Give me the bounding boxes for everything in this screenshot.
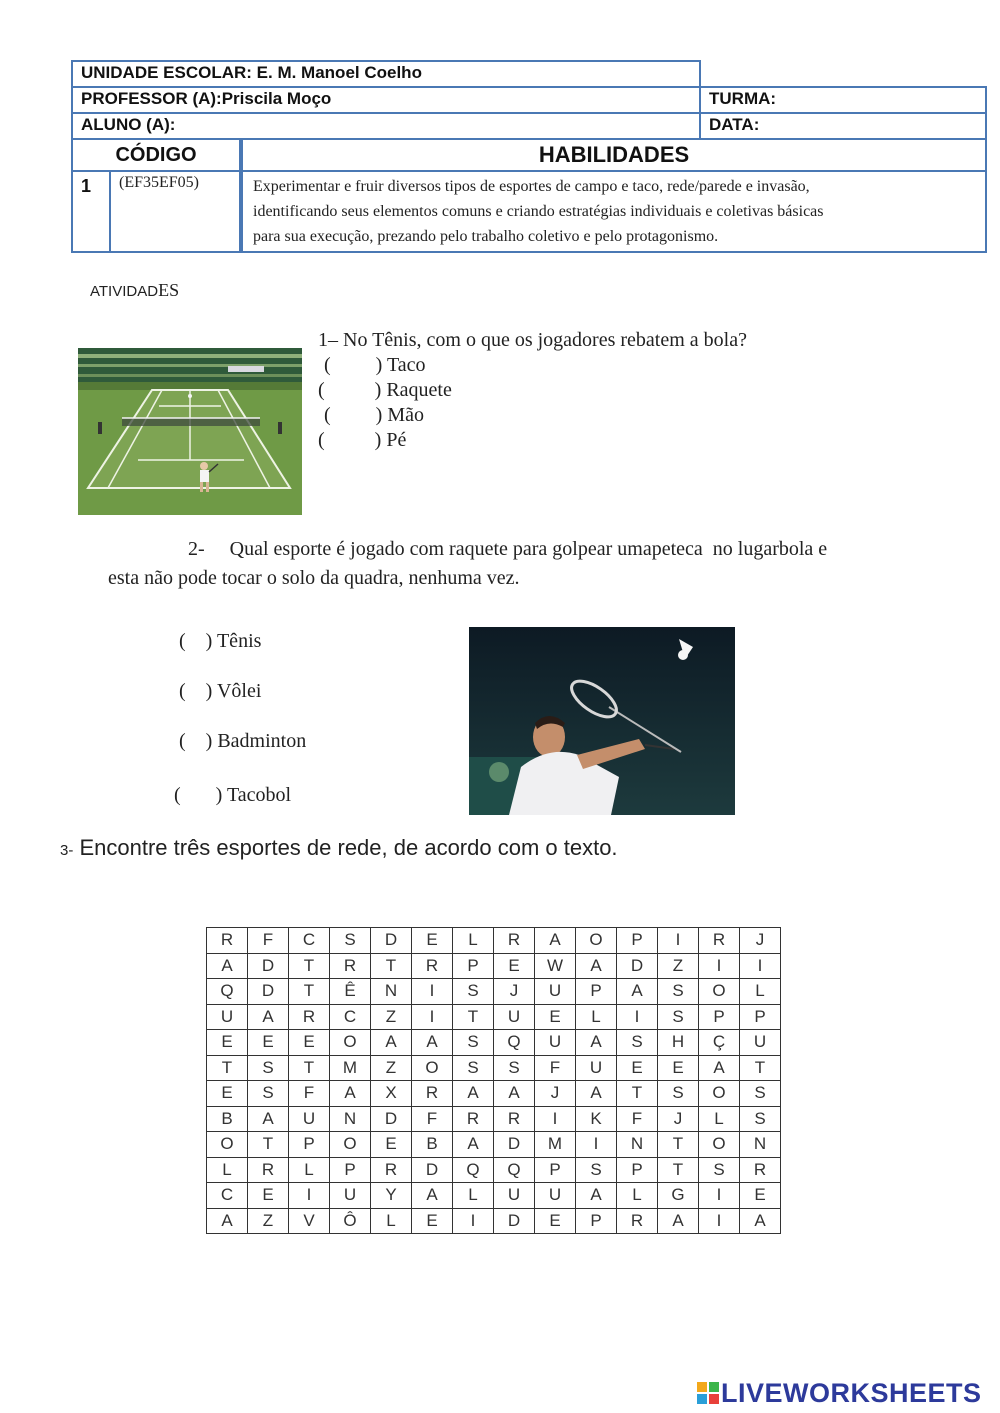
word-search-cell[interactable]: O bbox=[330, 1132, 371, 1158]
word-search-cell[interactable]: I bbox=[576, 1132, 617, 1158]
word-search-cell[interactable]: S bbox=[740, 1081, 781, 1107]
word-search-cell[interactable]: Ê bbox=[330, 979, 371, 1005]
word-search-cell[interactable]: Z bbox=[371, 1055, 412, 1081]
word-search-cell[interactable]: F bbox=[412, 1106, 453, 1132]
word-search-cell[interactable]: O bbox=[330, 1030, 371, 1056]
word-search-cell[interactable]: R bbox=[617, 1208, 658, 1234]
word-search-cell[interactable]: A bbox=[576, 1030, 617, 1056]
word-search-cell[interactable]: A bbox=[207, 953, 248, 979]
word-search-row bbox=[207, 1157, 781, 1183]
word-search-cell[interactable]: F bbox=[535, 1055, 576, 1081]
word-search-cell[interactable]: C bbox=[330, 1004, 371, 1030]
word-search-cell[interactable]: S bbox=[740, 1106, 781, 1132]
q2-option-badminton[interactable]: ( ) Badminton bbox=[179, 730, 307, 752]
word-search-cell[interactable]: I bbox=[453, 1208, 494, 1234]
word-search-cell[interactable]: A bbox=[658, 1208, 699, 1234]
word-search-cell[interactable]: X bbox=[371, 1081, 412, 1107]
word-search-cell[interactable]: P bbox=[535, 1157, 576, 1183]
q1-option-pe[interactable]: ( ) Pé bbox=[318, 429, 407, 451]
class-field[interactable]: TURMA: bbox=[700, 87, 986, 113]
word-search-cell[interactable]: R bbox=[289, 1004, 330, 1030]
word-search-cell[interactable]: U bbox=[494, 1004, 535, 1030]
word-search-cell[interactable]: T bbox=[248, 1132, 289, 1158]
word-search-cell[interactable]: J bbox=[740, 928, 781, 954]
q2-option-tacobol[interactable]: ( ) Tacobol bbox=[174, 784, 292, 806]
q1-option-raquete[interactable]: ( ) Raquete bbox=[318, 379, 452, 401]
word-search-cell[interactable]: P bbox=[699, 1004, 740, 1030]
word-search-cell[interactable]: A bbox=[371, 1030, 412, 1056]
word-search-cell[interactable]: A bbox=[330, 1081, 371, 1107]
activities-label: ATIVIDADES bbox=[90, 280, 180, 300]
word-search-cell[interactable]: L bbox=[617, 1183, 658, 1209]
word-search-cell[interactable]: E bbox=[412, 928, 453, 954]
word-search-cell[interactable]: S bbox=[453, 1030, 494, 1056]
word-search-cell[interactable]: D bbox=[494, 1132, 535, 1158]
word-search-cell[interactable]: N bbox=[740, 1132, 781, 1158]
teacher-field: PROFESSOR (A):Priscila Moço bbox=[72, 87, 700, 113]
word-search-cell[interactable]: F bbox=[617, 1106, 658, 1132]
skill-line: identificando seus elementos comuns e criando estratégias individuais e coletivas básicas bbox=[253, 203, 824, 220]
word-search-cell[interactable]: Z bbox=[658, 953, 699, 979]
question-2-line2: esta não pode tocar o solo da quadra, nenhuma vez. bbox=[108, 567, 520, 589]
word-search-row bbox=[207, 928, 781, 954]
word-search-cell[interactable]: Y bbox=[371, 1183, 412, 1209]
skill-code: (EF35EF05) bbox=[110, 171, 241, 252]
word-search-cell[interactable]: R bbox=[207, 928, 248, 954]
q1-option-mao[interactable]: ( ) Mão bbox=[324, 404, 424, 426]
word-search-cell[interactable]: S bbox=[248, 1055, 289, 1081]
word-search-cell[interactable]: U bbox=[330, 1183, 371, 1209]
word-search-row bbox=[207, 953, 781, 979]
word-search-cell[interactable]: A bbox=[207, 1208, 248, 1234]
skill-line: para sua execução, prezando pelo trabalho coletivo e pelo protagonismo. bbox=[253, 228, 719, 245]
word-search-cell[interactable]: I bbox=[535, 1106, 576, 1132]
word-search-cell[interactable]: R bbox=[412, 953, 453, 979]
word-search-cell[interactable]: L bbox=[289, 1157, 330, 1183]
q1-option-taco[interactable]: ( ) Taco bbox=[324, 354, 426, 376]
word-search-cell[interactable]: O bbox=[699, 979, 740, 1005]
word-search-row bbox=[207, 979, 781, 1005]
word-search-cell[interactable]: P bbox=[289, 1132, 330, 1158]
word-search-cell[interactable]: R bbox=[412, 1081, 453, 1107]
word-search-cell[interactable]: L bbox=[207, 1157, 248, 1183]
word-search-cell[interactable]: O bbox=[412, 1055, 453, 1081]
word-search-cell[interactable]: T bbox=[207, 1055, 248, 1081]
word-search-cell[interactable]: R bbox=[494, 1106, 535, 1132]
word-search-cell[interactable]: T bbox=[453, 1004, 494, 1030]
word-search-cell[interactable]: E bbox=[248, 1183, 289, 1209]
word-search-cell[interactable]: D bbox=[371, 1106, 412, 1132]
word-search-cell[interactable]: I bbox=[699, 1183, 740, 1209]
word-search-cell[interactable]: S bbox=[453, 979, 494, 1005]
question-2 bbox=[108, 535, 904, 593]
word-search-cell[interactable]: S bbox=[658, 1081, 699, 1107]
word-search-cell[interactable]: E bbox=[412, 1208, 453, 1234]
word-search-row bbox=[207, 1208, 781, 1234]
word-search-cell[interactable]: U bbox=[494, 1183, 535, 1209]
skill-line: Experimentar e fruir diversos tipos de esportes de campo e taco, rede/parede e invasão, bbox=[253, 178, 810, 195]
word-search-cell[interactable]: K bbox=[576, 1106, 617, 1132]
word-search-cell[interactable]: Ô bbox=[330, 1208, 371, 1234]
word-search-cell[interactable]: R bbox=[248, 1157, 289, 1183]
word-search-cell[interactable]: A bbox=[248, 1106, 289, 1132]
word-search-row bbox=[207, 1183, 781, 1209]
word-search-cell[interactable]: M bbox=[535, 1132, 576, 1158]
word-search-cell[interactable]: Ç bbox=[699, 1030, 740, 1056]
word-search-row bbox=[207, 1030, 781, 1056]
word-search-cell[interactable]: L bbox=[453, 928, 494, 954]
word-search-cell[interactable]: T bbox=[289, 953, 330, 979]
row-number: 1 bbox=[72, 171, 110, 252]
word-search-cell[interactable]: R bbox=[371, 1157, 412, 1183]
word-search-cell[interactable]: R bbox=[699, 928, 740, 954]
word-search-cell[interactable]: D bbox=[248, 953, 289, 979]
student-field[interactable]: ALUNO (A): bbox=[72, 113, 700, 139]
word-search-cell[interactable]: S bbox=[494, 1055, 535, 1081]
word-search-cell[interactable]: H bbox=[658, 1030, 699, 1056]
question-1-text: 1– No Tênis, com o que os jogadores rebatem a bola? bbox=[318, 329, 747, 351]
word-search-cell[interactable]: E bbox=[248, 1030, 289, 1056]
word-search-cell[interactable]: E bbox=[535, 1004, 576, 1030]
word-search-cell[interactable]: I bbox=[699, 1208, 740, 1234]
word-search-cell[interactable]: L bbox=[453, 1183, 494, 1209]
word-search-cell[interactable]: D bbox=[412, 1157, 453, 1183]
word-search-cell[interactable]: L bbox=[371, 1208, 412, 1234]
word-search-cell[interactable]: P bbox=[453, 953, 494, 979]
word-search-cell[interactable]: D bbox=[617, 953, 658, 979]
word-search-cell[interactable]: Q bbox=[494, 1157, 535, 1183]
word-search-cell[interactable]: P bbox=[617, 1157, 658, 1183]
q2-option-volei[interactable]: ( ) Vôlei bbox=[179, 680, 262, 702]
word-search-cell[interactable]: S bbox=[330, 928, 371, 954]
word-search-cell[interactable]: S bbox=[453, 1055, 494, 1081]
word-search-cell[interactable]: T bbox=[289, 1055, 330, 1081]
word-search-cell[interactable]: A bbox=[576, 1081, 617, 1107]
word-search-row bbox=[207, 1106, 781, 1132]
word-search-cell[interactable]: P bbox=[330, 1157, 371, 1183]
word-search-cell[interactable]: A bbox=[248, 1004, 289, 1030]
word-search-cell[interactable]: U bbox=[207, 1004, 248, 1030]
word-search-row bbox=[207, 1132, 781, 1158]
word-search-cell[interactable]: A bbox=[535, 928, 576, 954]
word-search-cell[interactable]: T bbox=[617, 1081, 658, 1107]
date-field[interactable]: DATA: bbox=[700, 113, 986, 139]
word-search-cell[interactable]: I bbox=[617, 1004, 658, 1030]
word-search-cell[interactable]: S bbox=[248, 1081, 289, 1107]
word-search-cell[interactable]: A bbox=[699, 1055, 740, 1081]
word-search-cell[interactable]: R bbox=[330, 953, 371, 979]
word-search-cell[interactable]: F bbox=[289, 1081, 330, 1107]
word-search-cell[interactable]: Q bbox=[453, 1157, 494, 1183]
word-search-grid bbox=[206, 927, 781, 1234]
header-table bbox=[71, 60, 987, 253]
word-search-cell[interactable]: I bbox=[658, 928, 699, 954]
word-search-cell[interactable]: O bbox=[699, 1132, 740, 1158]
question-3: 3- Encontre três esportes de rede, de acordo com o texto. bbox=[60, 835, 618, 860]
word-search-cell[interactable]: S bbox=[576, 1157, 617, 1183]
word-search-cell[interactable]: L bbox=[576, 1004, 617, 1030]
word-search-cell[interactable]: T bbox=[658, 1157, 699, 1183]
liveworksheets-logo: LIVEWORKSHEETS bbox=[697, 1378, 982, 1409]
word-search-cell[interactable]: E bbox=[658, 1055, 699, 1081]
badminton-player-image bbox=[469, 627, 735, 815]
word-search-cell[interactable]: I bbox=[740, 953, 781, 979]
word-search-row bbox=[207, 1081, 781, 1107]
word-search-cell[interactable]: J bbox=[535, 1081, 576, 1107]
q2-option-tenis[interactable]: ( ) Tênis bbox=[179, 630, 262, 652]
word-search-cell[interactable]: D bbox=[248, 979, 289, 1005]
word-search-row bbox=[207, 1004, 781, 1030]
word-search-cell[interactable]: J bbox=[658, 1106, 699, 1132]
word-search-cell[interactable]: E bbox=[207, 1081, 248, 1107]
skill-description bbox=[241, 171, 986, 252]
word-search-cell[interactable]: I bbox=[412, 1004, 453, 1030]
word-search-cell[interactable]: J bbox=[494, 979, 535, 1005]
word-search-cell[interactable]: I bbox=[412, 979, 453, 1005]
word-search-cell[interactable]: L bbox=[740, 979, 781, 1005]
word-search-cell[interactable]: Q bbox=[494, 1030, 535, 1056]
word-search-cell[interactable]: A bbox=[453, 1132, 494, 1158]
word-search-cell[interactable]: S bbox=[699, 1157, 740, 1183]
word-search-cell[interactable]: A bbox=[617, 979, 658, 1005]
word-search-cell[interactable]: E bbox=[617, 1055, 658, 1081]
word-search-cell[interactable]: A bbox=[494, 1081, 535, 1107]
word-search-cell[interactable]: E bbox=[207, 1030, 248, 1056]
word-search-cell[interactable]: A bbox=[740, 1208, 781, 1234]
word-search-cell[interactable]: O bbox=[699, 1081, 740, 1107]
word-search-cell[interactable]: L bbox=[699, 1106, 740, 1132]
word-search-cell[interactable]: P bbox=[740, 1004, 781, 1030]
word-search-cell[interactable]: P bbox=[576, 1208, 617, 1234]
word-search-cell[interactable]: A bbox=[412, 1030, 453, 1056]
word-search-cell[interactable]: I bbox=[289, 1183, 330, 1209]
word-search-cell[interactable]: U bbox=[740, 1030, 781, 1056]
word-search-cell[interactable]: A bbox=[412, 1183, 453, 1209]
word-search-cell[interactable]: A bbox=[576, 953, 617, 979]
word-search-cell[interactable]: U bbox=[535, 1030, 576, 1056]
word-search-cell[interactable]: E bbox=[740, 1183, 781, 1209]
school-field: UNIDADE ESCOLAR: E. M. Manoel Coelho bbox=[72, 61, 700, 87]
word-search-cell[interactable]: I bbox=[699, 953, 740, 979]
word-search-cell[interactable]: S bbox=[658, 1004, 699, 1030]
word-search-cell[interactable]: F bbox=[248, 928, 289, 954]
word-search-cell[interactable]: B bbox=[412, 1132, 453, 1158]
tennis-court-image bbox=[78, 348, 302, 515]
word-search-cell[interactable]: G bbox=[658, 1183, 699, 1209]
word-search-cell[interactable]: P bbox=[576, 979, 617, 1005]
word-search-cell[interactable]: N bbox=[330, 1106, 371, 1132]
word-search-cell[interactable]: T bbox=[289, 979, 330, 1005]
word-search-cell[interactable]: U bbox=[535, 1183, 576, 1209]
word-search-cell[interactable]: T bbox=[371, 953, 412, 979]
word-search-cell[interactable]: R bbox=[453, 1106, 494, 1132]
question-2-line1: 2- Qual esporte é jogado com raquete para golpear umapeteca no lugarbola e bbox=[188, 538, 828, 560]
word-search-cell[interactable]: E bbox=[371, 1132, 412, 1158]
word-search-cell[interactable]: Z bbox=[248, 1208, 289, 1234]
question-1 bbox=[318, 328, 747, 353]
word-search-cell[interactable]: V bbox=[289, 1208, 330, 1234]
word-search-cell[interactable]: A bbox=[576, 1183, 617, 1209]
word-search-cell[interactable]: Z bbox=[371, 1004, 412, 1030]
liveworksheets-mark-icon bbox=[697, 1382, 719, 1404]
word-search-cell[interactable]: U bbox=[289, 1106, 330, 1132]
word-search-cell[interactable]: E bbox=[289, 1030, 330, 1056]
skills-header: HABILIDADES bbox=[241, 139, 986, 171]
word-search-cell[interactable]: E bbox=[494, 953, 535, 979]
word-search-cell[interactable]: A bbox=[453, 1081, 494, 1107]
word-search-cell[interactable]: E bbox=[535, 1208, 576, 1234]
word-search-cell[interactable]: C bbox=[207, 1183, 248, 1209]
word-search-cell[interactable]: D bbox=[371, 928, 412, 954]
word-search-cell[interactable]: M bbox=[330, 1055, 371, 1081]
word-search-row bbox=[207, 1055, 781, 1081]
word-search-cell[interactable]: R bbox=[740, 1157, 781, 1183]
word-search-cell[interactable]: C bbox=[289, 928, 330, 954]
word-search-cell[interactable]: B bbox=[207, 1106, 248, 1132]
word-search-cell[interactable]: S bbox=[617, 1030, 658, 1056]
word-search-cell[interactable]: D bbox=[494, 1208, 535, 1234]
word-search-cell[interactable]: P bbox=[617, 928, 658, 954]
word-search-cell[interactable]: N bbox=[617, 1132, 658, 1158]
word-search-cell[interactable]: Q bbox=[207, 979, 248, 1005]
word-search-cell[interactable]: N bbox=[371, 979, 412, 1005]
word-search-cell[interactable]: T bbox=[740, 1055, 781, 1081]
word-search-cell[interactable]: W bbox=[535, 953, 576, 979]
word-search-cell[interactable]: U bbox=[535, 979, 576, 1005]
word-search-cell[interactable]: S bbox=[658, 979, 699, 1005]
word-search-cell[interactable]: U bbox=[576, 1055, 617, 1081]
word-search-cell[interactable]: O bbox=[207, 1132, 248, 1158]
word-search-cell[interactable]: O bbox=[576, 928, 617, 954]
word-search-cell[interactable]: T bbox=[658, 1132, 699, 1158]
code-header: CÓDIGO bbox=[72, 139, 241, 171]
word-search-cell[interactable]: R bbox=[494, 928, 535, 954]
